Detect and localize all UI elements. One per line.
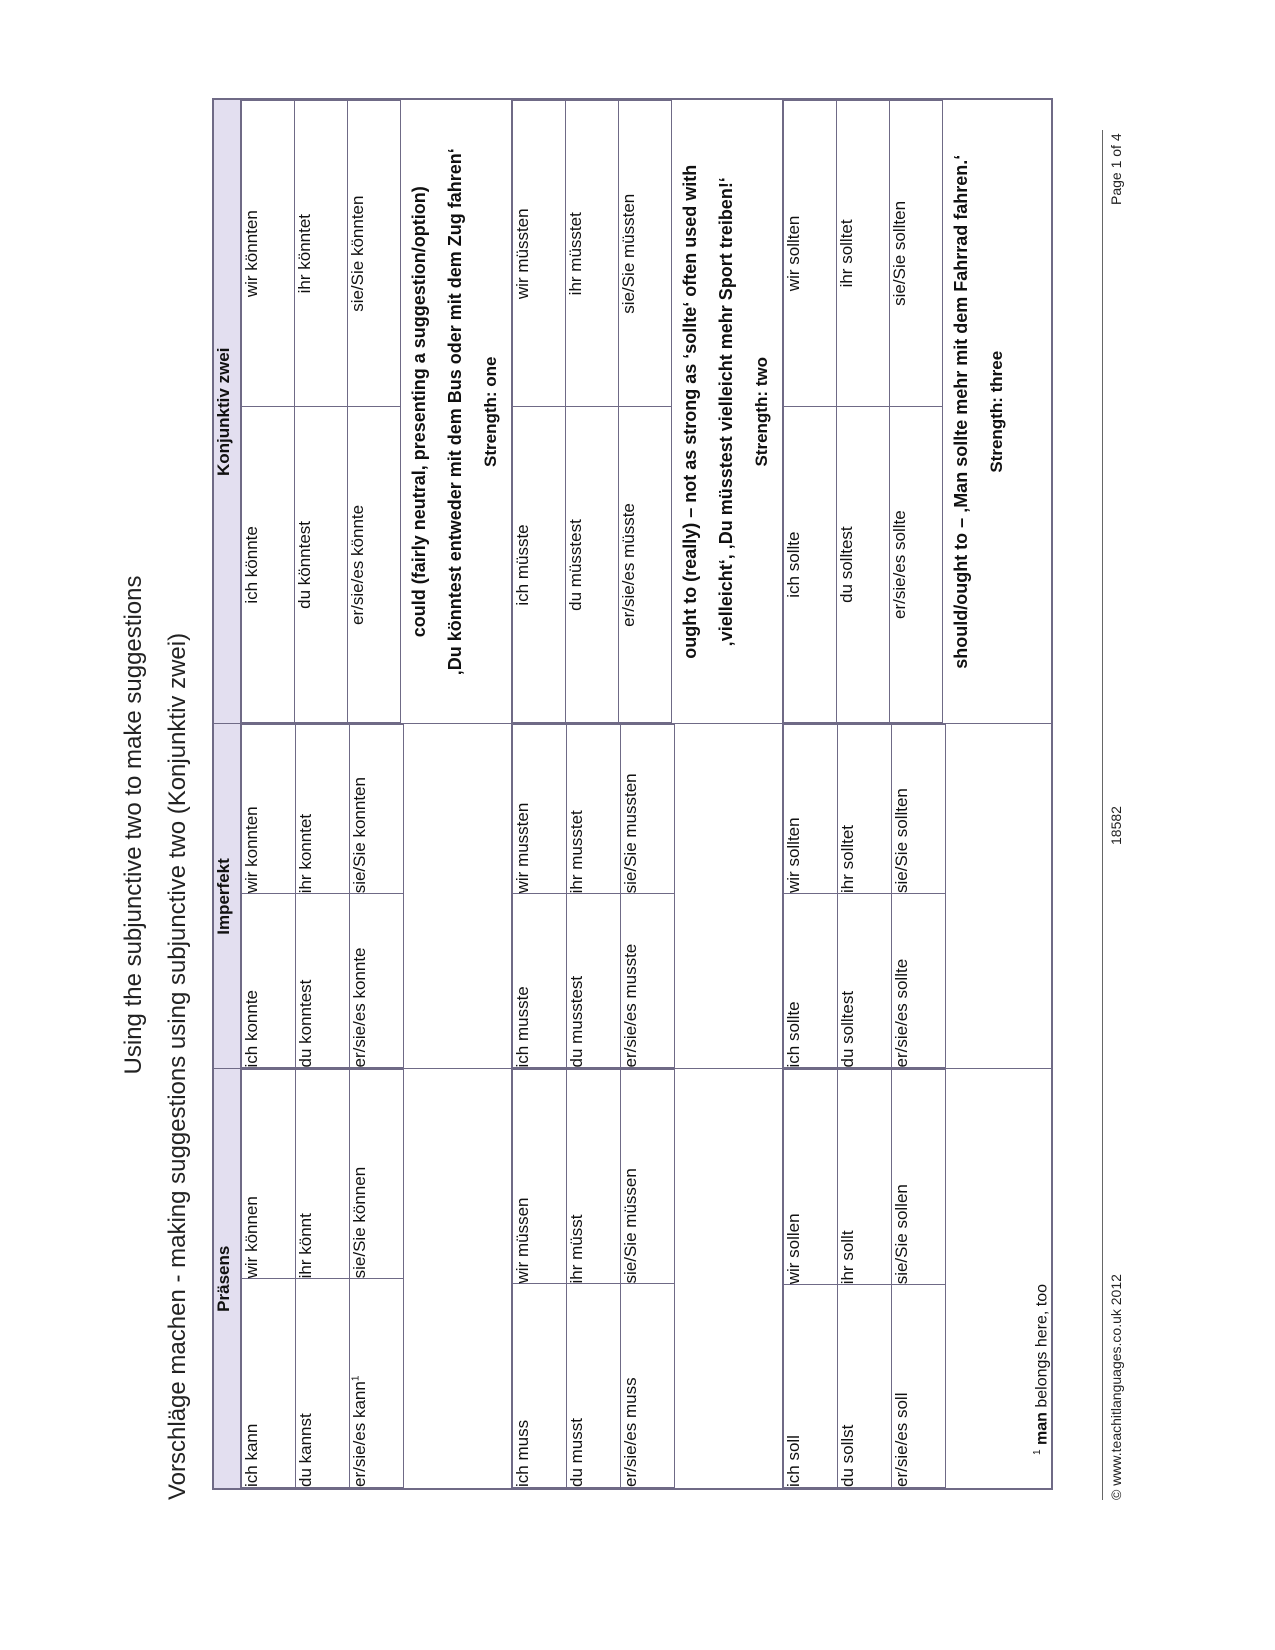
form-cell: ihr müsst [567, 1070, 621, 1284]
footer-page-number: Page 1 of 4 [1108, 133, 1124, 205]
form-cell: ich sollte [784, 406, 837, 723]
praesens-cell [512, 1069, 783, 1489]
usage-meaning: could (fairly neutral, presenting a suggestion/option) [409, 186, 429, 638]
verb-block-koennen [241, 99, 512, 1489]
form-cell: ich könnte [242, 407, 295, 723]
form-cell: er/sie/es sollte [892, 894, 946, 1069]
header-praesens: Präsens [213, 1069, 241, 1489]
form-cell: er/sie/es soll [892, 1285, 946, 1488]
form-cell: wir müssen [513, 1070, 567, 1284]
header-konjunktiv: Konjunktiv zwei [213, 99, 241, 724]
form-cell: du solltest [838, 894, 892, 1069]
form-cell: du sollst [838, 1285, 892, 1488]
form-cell: sie/Sie können [350, 1070, 404, 1279]
page-title: Using the subjunctive two to make suggestions [120, 575, 147, 1075]
form-cell: wir konnten [242, 725, 296, 894]
konjunktiv-cell [241, 99, 512, 724]
form-cell: sie/Sie konnten [350, 725, 404, 894]
form-cell: sie/Sie sollten [890, 101, 943, 407]
form-cell: wir sollen [784, 1070, 838, 1285]
form-cell: wir sollten [784, 725, 838, 894]
konjunktiv-cell [783, 99, 1053, 724]
form-cell: ich sollte [784, 894, 838, 1069]
form-cell: ihr könntet [295, 101, 348, 407]
form-cell: sie/Sie sollen [892, 1070, 946, 1285]
form-cell: sie/Sie sollten [892, 725, 946, 894]
imperfekt-cell [783, 724, 1053, 1069]
strength-label: Strength: two [752, 356, 771, 467]
form-cell: er/sie/es muss [621, 1284, 675, 1488]
form-cell: er/sie/es müsste [619, 407, 672, 723]
form-cell: du musst [567, 1284, 621, 1488]
conjugation-table [212, 98, 1053, 1490]
form-cell: sie/Sie mussten [621, 725, 675, 894]
strength-label: Strength: one [481, 356, 500, 467]
form-cell: du konntest [296, 894, 350, 1068]
verb-block-sollen [783, 99, 1053, 1489]
form-cell: ich kann [242, 1279, 296, 1488]
footer-copyright: © www.teachitlanguages.co.uk 2012 [1108, 1274, 1124, 1500]
form-cell: du solltest [837, 406, 890, 723]
form-cell: ihr solltet [837, 101, 890, 407]
header-imperfekt: Imperfekt [213, 724, 241, 1069]
verb-block-muessen [512, 99, 783, 1489]
form-cell: ihr sollt [838, 1070, 892, 1285]
footnote-keyword: man [1033, 1412, 1051, 1445]
form-cell: ihr musstet [567, 725, 621, 894]
strength-label: Strength: three [987, 350, 1006, 473]
header-row [213, 99, 241, 1489]
footnote [1032, 1284, 1051, 1455]
form-cell: ihr müsstet [566, 101, 619, 407]
form-cell: wir sollten [784, 101, 837, 407]
usage-meaning: should/ought to – ‚Man sollte mehr mit dem Fahrrad fahren.‘ [951, 154, 971, 669]
form-cell: du könntest [295, 407, 348, 723]
footer-divider [1102, 130, 1103, 1500]
footer-code: 18582 [1108, 806, 1124, 845]
form-cell: wir können [242, 1070, 296, 1279]
form-cell: ich muss [513, 1284, 567, 1488]
form-cell: sie/Sie müssen [621, 1070, 675, 1284]
form-cell: du musstest [567, 894, 621, 1068]
footnote-mark: 1 [350, 1375, 362, 1382]
praesens-cell [783, 1069, 1053, 1489]
imperfekt-cell [241, 724, 512, 1069]
form-cell: er/sie/es konnte [350, 894, 404, 1068]
imperfekt-cell [512, 724, 783, 1069]
form-cell: du kannst [296, 1279, 350, 1488]
form-cell: ihr könnt [296, 1070, 350, 1279]
usage-example: ‚vielleicht‘, ‚Du müsstest vielleicht mehr Sport treiben!‘ [716, 177, 736, 647]
form-cell: du müsstest [566, 407, 619, 723]
form-cell: sie/Sie müssten [619, 101, 672, 407]
praesens-cell [241, 1069, 512, 1489]
form-cell: ihr solltet [838, 725, 892, 894]
form-text: er/sie/es kann [350, 1381, 369, 1487]
form-cell: wir könnten [242, 101, 295, 407]
form-cell: er/sie/es könnte [348, 407, 401, 723]
konjunktiv-cell [512, 99, 783, 724]
form-cell: sie/Sie könnten [348, 101, 401, 407]
form-cell: er/sie/es musste [621, 894, 675, 1068]
form-cell: ihr konntet [296, 725, 350, 894]
form-cell [350, 1279, 404, 1488]
form-cell: er/sie/es sollte [890, 406, 943, 723]
usage-example: ‚Du könntest entweder mit dem Bus oder mit dem Zug fahren‘ [445, 148, 465, 676]
form-cell: ich soll [784, 1285, 838, 1488]
footnote-text: belongs here, too [1033, 1283, 1051, 1413]
footnote-number: 1 [1032, 1449, 1043, 1455]
form-cell: ich müsste [513, 407, 566, 723]
form-cell: ich konnte [242, 894, 296, 1068]
form-cell: wir mussten [513, 725, 567, 894]
page-subtitle: Vorschläge machen - making suggestions using subjunctive two (Konjunktiv zwei) [164, 632, 191, 1500]
form-cell: ich musste [513, 894, 567, 1068]
form-cell: wir müssten [513, 101, 566, 407]
usage-meaning: ought to (really) – not as strong as ‘sollte‘ often used with [680, 164, 700, 659]
